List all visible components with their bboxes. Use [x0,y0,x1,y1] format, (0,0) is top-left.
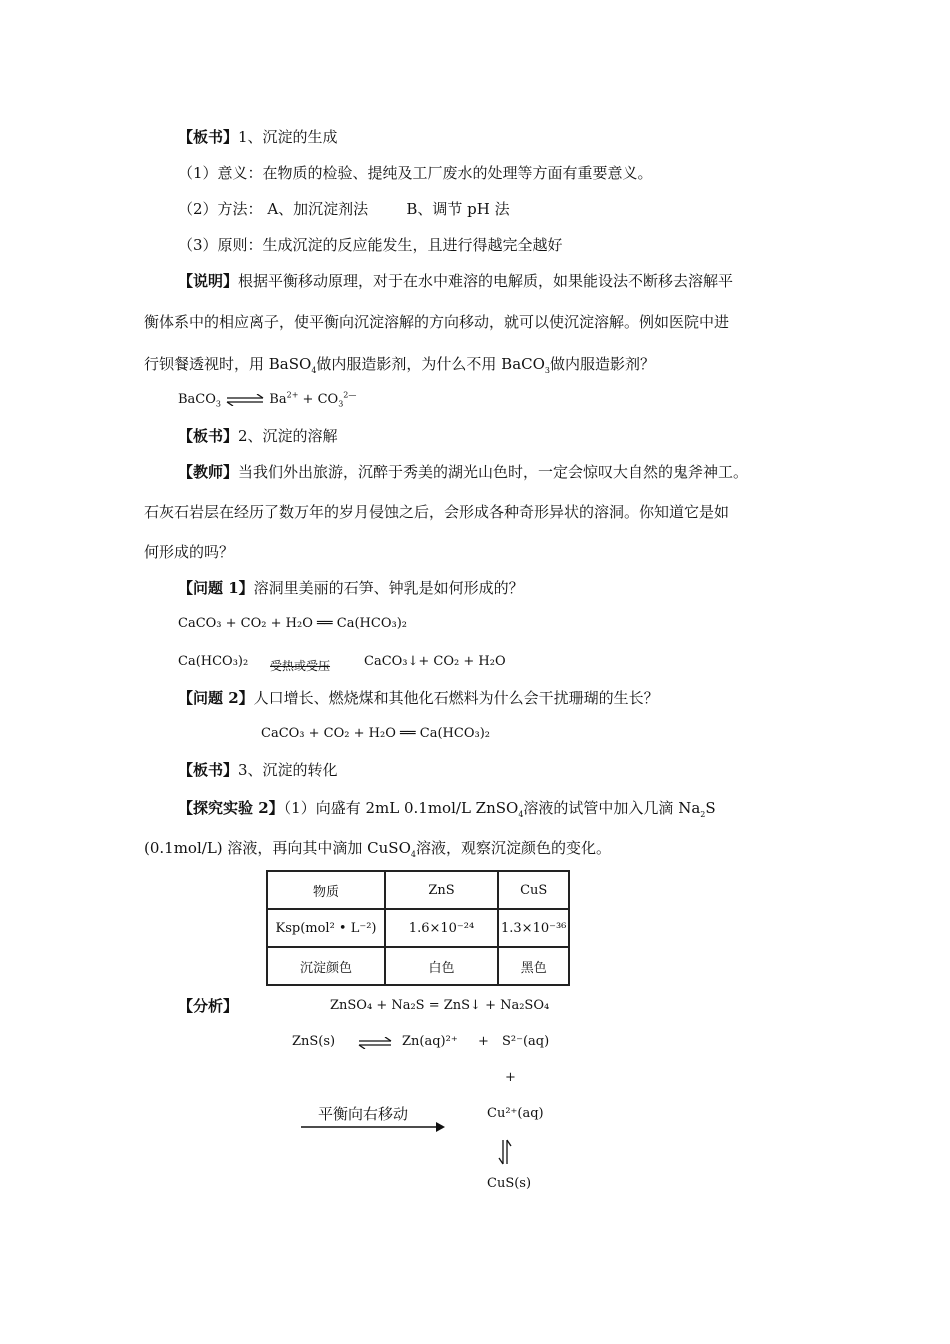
experiment-line-2 [144,838,611,858]
sub: 3 [215,399,222,409]
table-cell: 1.6×10⁻²⁴ [385,909,498,947]
experiment-text-2a: (0.1mol/L) 溶液，再向其中滴加 CuSO [144,839,411,857]
equation-2-right: CaCO₃↓+ CO₂ + H₂O [364,654,506,669]
baco3-equilibrium [178,390,356,410]
teacher-line-1 [178,462,748,482]
board-heading-2 [178,426,338,446]
explain-text-3c: 做内服造影剂？ [550,355,656,373]
item-principle: （3）原则：生成沉淀的反应能发生，且进行得越完全越好 [178,236,563,254]
explain-line-2: 衡体系中的相应离子，使平衡向沉淀溶解的方向移动，就可以使沉淀溶解。例如医院中进 [144,313,730,331]
analysis-eq-left: ZnS(s) [292,1034,336,1049]
ksp-table [266,870,570,986]
explain-tag: 【说明】 [178,272,239,290]
table-cell: 白色 [385,947,498,985]
explain-line-1 [178,271,733,291]
explain-text-3b: 做内服造影剂，为什么不用 BaCO [316,355,545,373]
analysis-equation: ZnSO₄ + Na₂S = ZnS↓ + Na₂SO₄ [330,998,550,1013]
sub: 3 [544,366,551,375]
item-meaning: （1）意义：在物质的检验、提纯及工厂废水的处理等方面有重要意义。 [178,164,653,182]
sup: 2— [343,390,357,400]
table-header: ZnS [385,871,498,909]
sub: 4 [518,810,524,819]
eq-left: Ca(HCO₃)₂ [178,654,249,669]
sub: 4 [311,366,317,375]
question-text: 人口增长、燃烧煤和其他化石燃料为什么会干扰珊瑚的生长？ [253,689,659,707]
explain-text-1: 根据平衡移动原理，对于在水中难溶的电解质，如果能设法不断移去溶解平 [238,272,734,290]
equilibrium-arrow-icon [225,394,265,406]
board-tag: 【板书】 [178,427,239,445]
eq-term: CO [317,392,339,407]
question-text: 溶洞里美丽的石笋、钟乳是如何形成的？ [253,579,524,597]
table-row [267,909,569,947]
equilibrium-arrow-icon [357,1037,393,1049]
analysis-plus: + [505,1070,516,1085]
board-text: 3、沉淀的转化 [238,761,338,779]
eq-term: Ba [269,392,287,407]
right-arrow-icon [300,1121,446,1133]
experiment-text-1a: （1）向盛有 2mL 0.1mol/L ZnSO [283,799,519,817]
eq-term: BaCO [178,392,216,407]
sub: 4 [410,850,416,859]
method-b: B、调节 pH 法 [406,200,510,218]
question-tag: 【问题 2】 [178,689,254,707]
experiment-line-1 [178,798,716,818]
experiment-tag: 【探究实验 2】 [178,799,284,817]
sup: 2+ [286,390,299,400]
table-cell: 沉淀颜色 [267,947,385,985]
analysis-tag: 【分析】 [178,997,239,1015]
sub: 3 [338,399,344,409]
cu-ion: Cu²⁺(aq) [487,1106,544,1121]
teacher-text-1: 当我们外出旅游，沉醉于秀美的湖光山色时，一定会惊叹大自然的鬼斧神工。 [238,463,749,481]
method-a: A、加沉淀剂法 [267,200,369,218]
teacher-tag: 【教师】 [178,463,239,481]
board-heading-1 [178,127,338,147]
table-row [267,947,569,985]
method-prefix: （2）方法： [178,200,263,218]
sub: 2 [700,810,706,819]
table-cell: 黑色 [498,947,569,985]
question-1 [178,578,524,598]
analysis-eq-right: S²⁻(aq) [502,1034,550,1049]
teacher-line-3: 何形成的吗？ [144,543,235,561]
question-tag: 【问题 1】 [178,579,254,597]
equation-2-condition: 受热或受压 [270,659,331,673]
board-text: 2、沉淀的溶解 [238,427,338,445]
table-cell: Ksp(mol² • L⁻²) [267,909,385,947]
table-cell: 1.3×10⁻³⁶ [498,909,569,947]
cus-solid: CuS(s) [487,1176,532,1191]
analysis-eq-mid: Zn(aq)²⁺ [402,1034,458,1049]
teacher-line-2: 石灰石岩层在经历了数万年的岁月侵蚀之后，会形成各种奇形异状的溶洞。你知道它是如 [144,503,730,521]
explain-text-3a: 行钡餐透视时，用 BaSO [144,355,312,373]
question-2 [178,688,659,708]
table-header: CuS [498,871,569,909]
experiment-text-2b: 溶液，观察沉淀颜色的变化。 [415,839,611,857]
equation-2 [178,652,248,672]
explain-line-3 [144,354,655,374]
table-row [267,871,569,909]
shift-label: 平衡向右移动 [318,1105,409,1123]
equation-3: CaCO₃ + CO₂ + H₂O ══ Ca(HCO₃)₂ [261,726,490,741]
board-text: 1、沉淀的生成 [238,128,338,146]
analysis-eq-plus: + [478,1034,489,1049]
table-header: 物质 [267,871,385,909]
experiment-text-1c: S [705,799,716,817]
equation-1: CaCO₃ + CO₂ + H₂O ══ Ca(HCO₃)₂ [178,616,407,631]
board-tag: 【板书】 [178,128,239,146]
vertical-equilibrium-arrow-icon [498,1138,512,1166]
experiment-text-1b: 溶液的试管中加入几滴 Na [523,799,701,817]
board-tag: 【板书】 [178,761,239,779]
eq-plus: + [302,392,314,407]
item-method [178,199,510,219]
board-heading-3 [178,760,338,780]
